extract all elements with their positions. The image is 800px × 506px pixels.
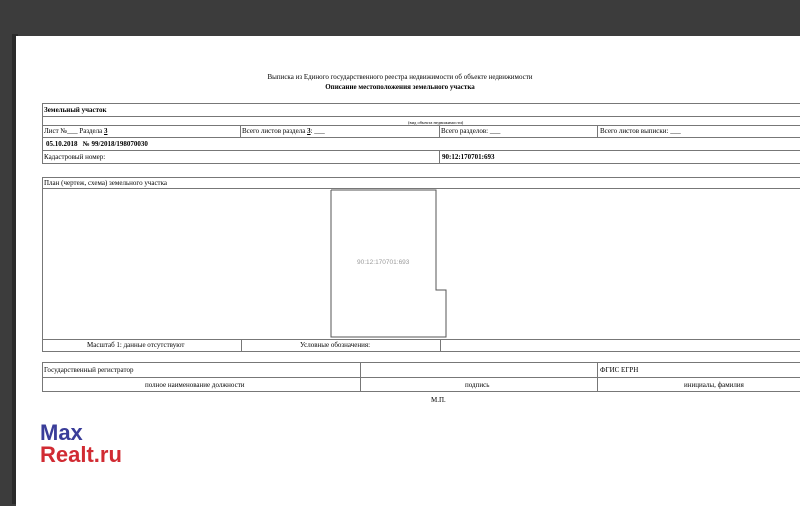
signature-caption: подпись [465,381,490,389]
divider [241,339,242,352]
divider [42,150,800,151]
info-table [42,103,800,164]
object-type: Земельный участок [44,106,107,114]
watermark-line2: Realt.ru [40,442,122,467]
divider [360,362,361,392]
total-sheets-label: Всего листов раздела [242,127,306,135]
total-sheets [242,127,325,136]
divider [597,362,598,392]
total-sheets-suffix: : ___ [310,127,325,135]
watermark-logo [40,422,122,466]
plan-label: План (чертеж, схема) земельного участка [44,179,168,187]
divider [439,150,440,164]
document-title: Выписка из Единого государственного реестра недвижимости об объекте недвижимости [267,73,533,81]
divider [597,125,598,137]
total-sheets-value: 3 [307,127,311,135]
divider [240,125,241,137]
total-extract-sheets: Всего листов выписки: ___ [600,127,681,135]
document-subtitle: Описание местоположения земельного участка [325,83,475,91]
total-sections: Всего разделов: ___ [441,127,501,135]
divider [440,339,441,352]
position-caption: полное наименование должности [145,381,245,389]
divider [42,116,800,117]
cadastral-number: 90:12:170701:693 [442,153,495,161]
name-caption: инициалы, фамилия [684,381,744,389]
cadastral-label: Кадастровый номер: [44,153,106,161]
watermark-line1: Max [40,420,83,445]
scale-label: Масштаб 1: данные отсутствуют [87,341,185,349]
extract-date: 05.10.2018 [46,140,78,148]
divider [42,137,800,138]
sheet-number-label: Лист №___ Раздела [44,127,103,135]
object-type-caption: (вид объекта недвижимости) [408,120,464,125]
stamp-label: М.П. [431,396,446,404]
parcel-label: 90:12:170701:693 [357,259,410,266]
divider [42,377,800,378]
registrar-org: ФГИС ЕГРН [600,366,639,374]
extract-number: № 99/2018/198070030 [82,140,148,148]
registrar-label: Государственный регистратор [44,366,134,374]
sheet-number [44,127,108,136]
extract-date-number [46,140,148,149]
legend-label: Условные обозначения: [300,341,371,349]
section-number: 3 [104,127,108,135]
